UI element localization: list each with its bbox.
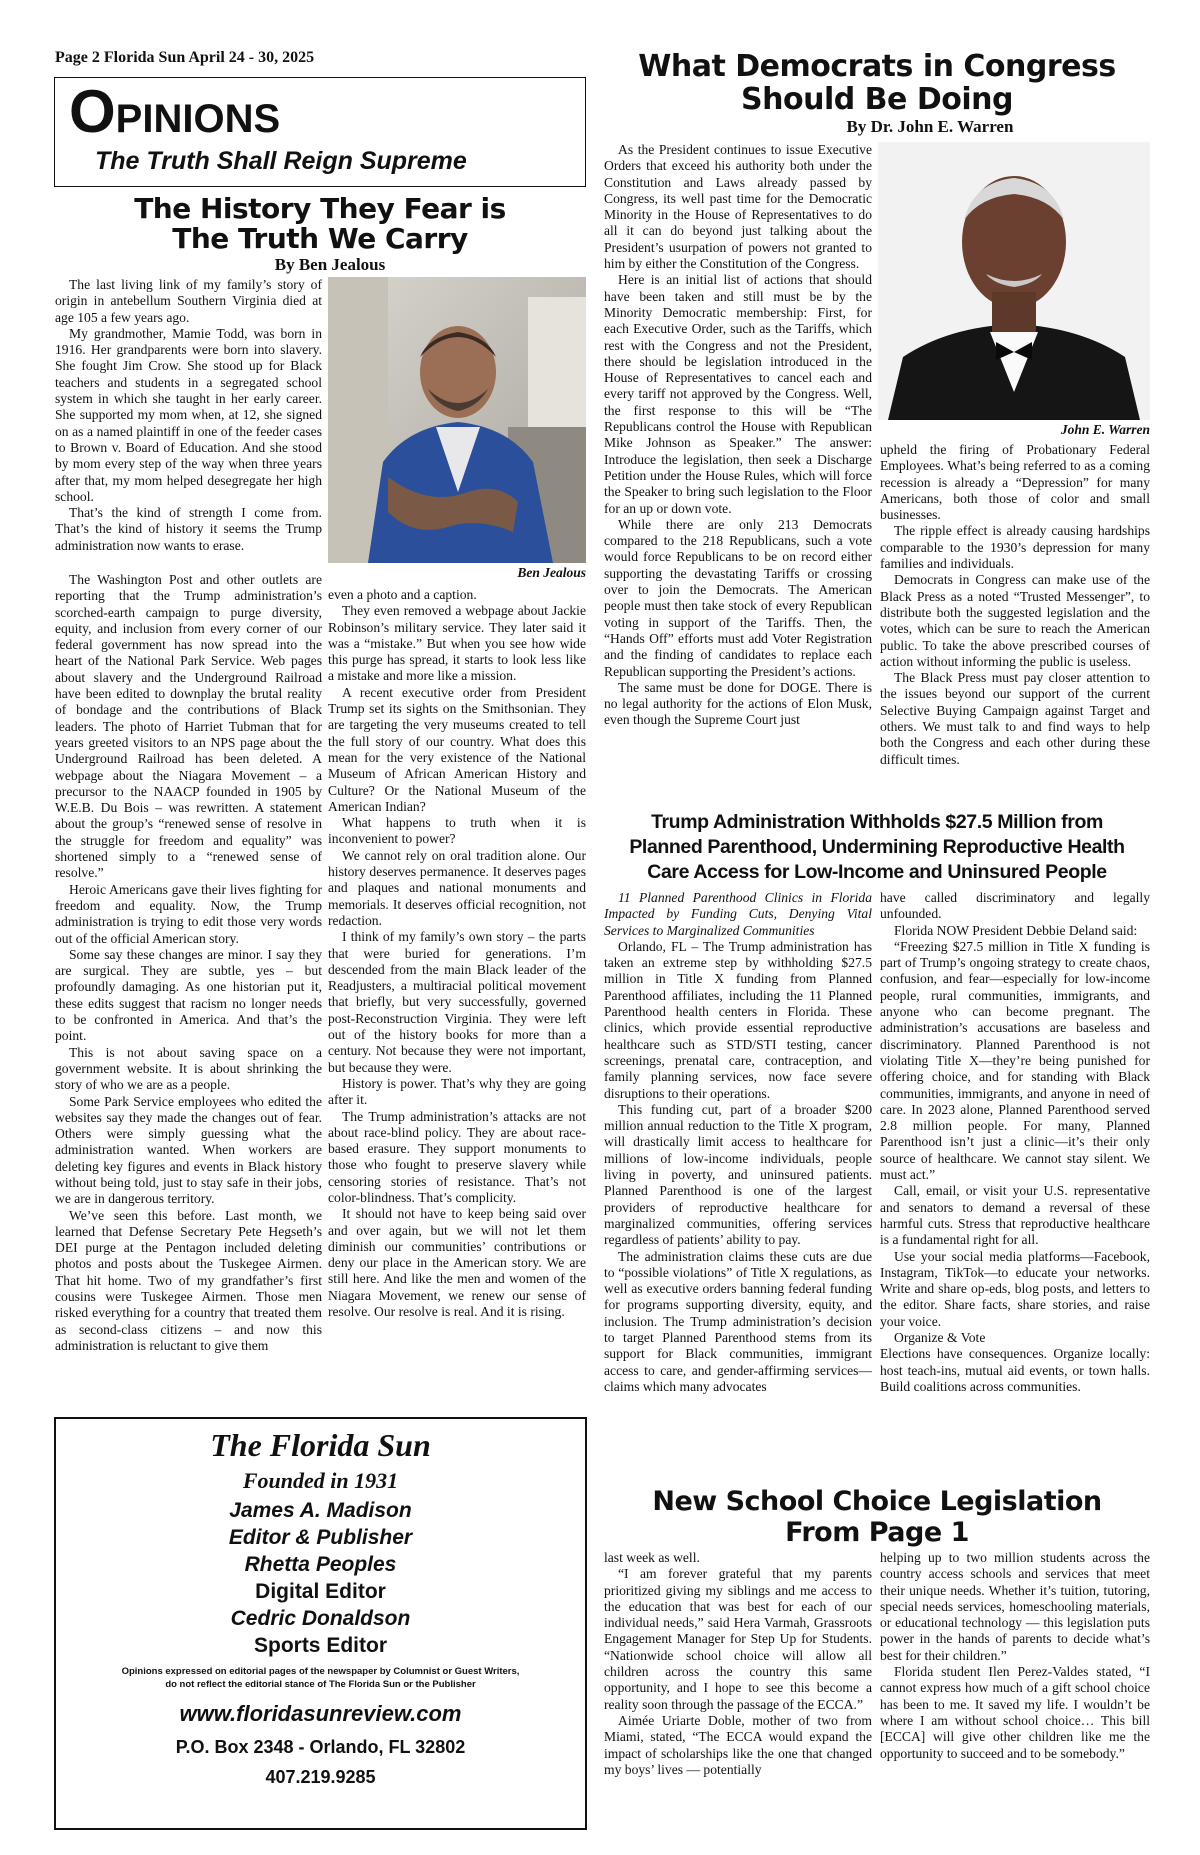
john-warren-photo xyxy=(878,142,1150,420)
masthead-box xyxy=(54,1417,587,1830)
article1-headline-line2: The Truth We Carry xyxy=(172,222,468,255)
article4-paragraph: Aimée Uriarte Doble, mother of two from Miami, stated, “The ECCA would expand the impact of scholarships like the one that changed my boys’ lives — potentially xyxy=(604,1712,872,1777)
article2-paragraph: Democrats in Congress can make use of the Black Press as a noted “Trusted Messenger”, to distribute both the suggested legislation and the votes, which can be sure to reach the American public. To take the above prescribed courses of action without informing the public is useless. xyxy=(880,572,1150,669)
john-warren-portrait-image xyxy=(878,142,1150,420)
article2-headline-line1: What Democrats in Congress xyxy=(638,49,1116,84)
masthead-website-link[interactable]: www.floridasunreview.com xyxy=(179,1701,462,1726)
article3-deck: 11 Planned Parenthood Clinics in Florida Impacted by Funding Cuts, Denying Vital Services to Marginalized Communities xyxy=(604,890,872,938)
article1-paragraph: We cannot rely on oral tradition alone. Our history deserves permanence. It deserves pages and plaques and national monuments and memorials. It deserves official recognition, not redaction. xyxy=(328,847,586,928)
article3-paragraph: Elections have consequences. Organize locally: host teach-ins, mutual aid events, or town halls. Build coalitions across communities. xyxy=(880,1346,1150,1394)
ben-jealous-portrait-image xyxy=(328,277,586,563)
masthead-address: P.O. Box 2348 - Orlando, FL 32802 xyxy=(175,1737,466,1757)
article2-paragraph: upheld the firing of Probationary Federal Employees. What’s being referred to as a coming recession is already a “Depression” for many Americans, both those of color and small businesses. xyxy=(880,442,1150,523)
article2-headline xyxy=(604,50,1150,116)
article1-column1-top xyxy=(55,277,322,572)
article1-headline-line1: The History They Fear is xyxy=(134,192,506,225)
article1-paragraph: My grandmother, Mamie Todd, was born in 1916. Her grandparents were born into slavery. She fought Jim Crow. She stood up for Black teachers and students in a segregated school system in which she taught in her early career. She supported my mom when, at 12, she signed on as a named plaintiff in one of the feeder cases to Brown v. Board of Education. And she stood by mom every step of the way when three years after that, my mom helped desegregate her high school. xyxy=(55,325,322,504)
article1-paragraph: What happens to truth when it is inconvenient to power? xyxy=(328,815,586,847)
article1-paragraph: A recent executive order from President Trump set its sights on the Smithsonian. They are targeting the very museums created to tell the full story of our country. What does this mean for the very existence of the National Museum of African American History and Culture? Or the National Museum of the American Indian? xyxy=(328,684,586,814)
article2-paragraph: The same must be done for DOGE. There is no legal authority for the actions of Elon Musk, even though the Supreme Court just xyxy=(604,679,872,728)
article1-headline xyxy=(55,194,585,254)
ben-jealous-photo xyxy=(328,277,586,563)
article3-column2 xyxy=(880,890,1150,1482)
article1-paragraph: It should not have to keep being said over and over again, but we will not let them diminish our communities’ contributions or deny our place in the American story. We are still here. And like the men and women of the Niagara Movement, we renew our sense of resolve. Our resolve is real. And it is rising. xyxy=(328,1206,586,1320)
masthead-disclaimer-line2: do not reflect the editorial stance of The Florida Sun or the Publisher xyxy=(165,1679,476,1690)
article2-byline: By Dr. John E. Warren xyxy=(846,117,1014,136)
article4-paragraph: helping up to two million students across the country access schools and services that meet their unique needs. Whether it’s tuition, tutoring, special needs services, homeschooling materials, or educational technology — this legislation puts power in the hands of parents to decide what’s best for their children.” xyxy=(880,1550,1150,1663)
article3-paragraph: Call, email, or visit your U.S. representative and senators to demand a reversal of these harmful cuts. Stress that reproductive healthcare is a fundamental right for all. xyxy=(880,1183,1150,1248)
article1-photo-caption: Ben Jealous xyxy=(517,565,586,580)
article1-paragraph: That’s the kind of strength I come from. That’s the kind of history it seems the Trump administration now wants to erase. xyxy=(55,505,322,553)
article2-column1 xyxy=(604,142,872,802)
masthead-sports-editor-name: Cedric Donaldson xyxy=(230,1607,411,1630)
article2-photo-caption: John E. Warren xyxy=(1060,422,1150,437)
article4-paragraph: last week as well. xyxy=(604,1550,700,1565)
article4-headline-line2: From Page 1 xyxy=(785,1517,969,1548)
article2-paragraph: Here is an initial list of actions that should have been taken and still must be by the Minority Democratic membership: First, for each Executive Order, such as the Tariffs, which rest with the Congress and not the President, there should be legislation introduced in the House of Representatives to cancel each and every tariff not approved by the Congress. Well, the first response to this will be “The Republicans control the House with Republican Mike Johnson as Speaker.” The answer: Introduce the legislation, then seek a Discharge Petition under the House Rules, which will force the Speaker to bring such legislation to the Floor for an up or down vote. xyxy=(604,272,872,516)
article3-paragraph: “Freezing $27.5 million in Title X funding is part of Trump’s ongoing strategy to create chaos, confusion, and fear—especially for low-income people, rural communities, immigrants, and anyone who can become pregnant. The administration’s accusations are baseless and discriminatory. Planned Parenthood is not violating Title X—they’re being punished for offering choice, and for standing with Black communities, immigrants, and anyone in need of care. In 2023 alone, Planned Parenthood served 2.8 million people. For many, Planned Parenthood isn’t just a clinic—it’s their only source of healthcare. We cannot stay silent. We must act.” xyxy=(880,938,1150,1183)
article1-paragraph: This is not about saving space on a government website. It is about shrinking the story of who we are as a people. xyxy=(55,1044,322,1093)
article1-paragraph: The Trump administration’s attacks are not about race-blind policy. They are about race-based erasure. They support monuments to those who fought to preserve slavery while censoring stories of resistance. That’s not color-blindness. That’s complicity. xyxy=(328,1108,586,1205)
article3-paragraph: Use your social media platforms—Facebook, Instagram, TikTok—to educate your networks. Write and share op-eds, blog posts, and letters to the editor. Share facts, share stories, and raise your voice. xyxy=(880,1248,1150,1329)
article1-paragraph: We’ve seen this before. Last month, we learned that Defense Secretary Pete Hegseth’s DEI purge at the Pentagon included deleting photos and posts about the Tuskegee Airmen. That hit home. Two of my grandfather’s first cousins were Tuskegee Airmen. Those men risked everything for a country that treated them as second-class citizens – and now this administration is reluctant to give them xyxy=(55,1207,322,1353)
page-folio: Page 2 Florida Sun April 24 - 30, 2025 xyxy=(55,49,315,66)
article1-paragraph: Some Park Service employees who edited the websites say they made the changes out of fear. Others were simply guessing what the administration wanted. When workers are deleting key figures and events in Black history without being told, just to stay safe in their jobs, we are in dangerous territory. xyxy=(55,1093,322,1207)
masthead-editor-role: Editor & Publisher xyxy=(228,1526,413,1549)
article3-paragraph: This funding cut, part of a broader $200 million annual reduction to the Title X program, will drastically limit access to healthcare for millions of low-income individuals, people living in poverty, and uninsured patients. Planned Parenthood is one of the largest providers of reproductive healthcare for marginalized communities, offering services regardless of patients’ ability to pay. xyxy=(604,1101,872,1248)
article2-paragraph: The Black Press must pay closer attention to the issues beyond our support of the current Selective Buying Campaign against Target and others. We must talk to and find ways to help both the Congress and each other during these difficult times. xyxy=(880,670,1150,767)
article2-paragraph: While there are only 213 Democrats compared to the 218 Republicans, such a vote would force Republicans to be on record either supporting the devastating Tariffs or crossing over to join the Democrats. The American people must then take stock of every Republican voting in support of the Tariffs. Then, the “Hands Off” efforts must add Voter Registration and the finding of candidates to replace each Republican supporting the President’s actions. xyxy=(604,516,872,679)
article3-headline xyxy=(604,810,1150,885)
opinions-subtitle: The Truth Shall Reign Supreme xyxy=(95,147,467,175)
opinions-title-rest: PINIONS xyxy=(115,97,281,141)
article1-byline: By Ben Jealous xyxy=(274,255,386,274)
article1-paragraph: I think of my family’s own story – the parts that were buried for generations. I’m descended from the main Black leader of the Readjusters, a multiracial political movement that briefly, but very successfully, governed post-Reconstruction Virginia. They were left out of the history books for more than a century. Not because they were not important, but because they were. xyxy=(328,929,586,1075)
article3-paragraph: have called discriminatory and legally unfounded. xyxy=(880,890,1150,922)
masthead-editor-name: James A. Madison xyxy=(229,1499,412,1522)
article2-paragraph: As the President continues to issue Executive Orders that exceed his authority both under the Constitution and Laws already passed by Congress, its well past time for the Democratic Minority in the House of Representatives to do all it can do beyond just talking about the President’s usurpation of powers not granted to him by either the Constitution of the Congress. xyxy=(604,142,872,272)
opinions-title xyxy=(69,78,281,145)
masthead-disclaimer xyxy=(56,1665,585,1691)
article3-column1 xyxy=(604,890,872,1482)
masthead-newspaper-name: The Florida Sun xyxy=(210,1427,431,1463)
article4-paragraph: Florida student Ilen Perez-Valdes stated, “I cannot express how much of a gift school choice has been to me. It saved my life. I wouldn’t be where I am without school choice… This bill [ECCA] will give other children like me the opportunity to succeed and to be somebody.” xyxy=(880,1664,1150,1761)
article4-headline-line1: New School Choice Legislation xyxy=(652,1486,1102,1517)
masthead-sports-editor-role: Sports Editor xyxy=(253,1634,387,1657)
article4-headline xyxy=(604,1486,1150,1548)
article1-paragraph: Heroic Americans gave their lives fighting for freedom and equality. Now, the Trump administration is trying to edit those very words out of the official American story. xyxy=(55,881,322,946)
article3-paragraph: Florida NOW President Debbie Deland said: xyxy=(894,922,1138,938)
article3-paragraph: Orlando, FL – The Trump administration has taken an extreme step by withholding $27.5 million in Title X funding from Planned Parenthood affiliates, including the 11 Planned Parenthood health centers in Florida. These clinics, which provide essential reproductive healthcare such as STD/STI testing, cancer screenings, prenatal care, contraception, and family planning services, now face severe disruptions to their operations. xyxy=(604,938,872,1101)
article1-column1-bottom xyxy=(55,572,322,1401)
masthead-phone: 407.219.9285 xyxy=(265,1767,376,1787)
article3-headline-line2: Planned Parenthood, Undermining Reproductive Health xyxy=(629,836,1125,858)
article2-column2 xyxy=(880,442,1150,802)
opinions-box xyxy=(54,77,586,187)
article3-headline-line3: Care Access for Low-Income and Uninsured People xyxy=(647,861,1107,883)
masthead-disclaimer-line1: Opinions expressed on editorial pages of the newspaper by Columnist or Guest Writers, xyxy=(121,1666,520,1677)
masthead-digital-editor-role: Digital Editor xyxy=(255,1580,386,1603)
opinions-title-initial: O xyxy=(69,78,116,145)
article3-headline-line1: Trump Administration Withholds $27.5 Million from xyxy=(651,811,1103,833)
article4-paragraph: “I am forever grateful that my parents prioritized giving my siblings and me access to the education that was best for each of our individual needs,” said Hera Varmah, Grassroots Engagement Manager for Step Up for Students. “Nationwide school choice will allow all children across the country this same opportunity, and I hope to see this become a reality soon through the passage of the ECCA.” xyxy=(604,1566,872,1712)
article4-column2 xyxy=(880,1550,1150,1840)
article1-paragraph: The last living link of my family’s story of origin in antebellum Southern Virginia died at age 105 a few years ago. xyxy=(55,277,322,325)
article4-column1 xyxy=(604,1550,872,1840)
article2-headline-line2: Should Be Doing xyxy=(741,82,1013,117)
article3-paragraph: The administration claims these cuts are due to “possible violations” of Title X regulations, as well as executive orders banning federal funding for programs supporting diversity, equity, and inclusion. The Trump administration’s decision to target Planned Parenthood stems from its support for Black communities, immigrant access to care, and gender-affirming services—claims which many advocates xyxy=(604,1248,872,1394)
article1-paragraph: The Washington Post and other outlets are reporting that the Trump administration’s scorched-earth campaign to purge diversity, equity, and inclusion from every corner of our federal government has now spread into the heart of the National Park Service. Web pages about slavery and the Underground Railroad have been edited to downplay the brutal reality of bondage and the contributions of Black leaders. The photo of Harriet Tubman that for years greeted visitors to an NPS page about the Underground Railroad has been deleted. A webpage about the Niagara Movement – a precursor to the NAACP founded in 1905 by W.E.B. Du Bois – was rewritten. A statement about the group’s “renewed sense of resolve in the struggle for freedom and equality” was shortened simply to a “renewed sense of resolve.” xyxy=(55,572,322,881)
article1-paragraph: History is power. That’s why they are going after it. xyxy=(328,1075,586,1108)
article2-paragraph: The ripple effect is already causing hardships comparable to the 1930’s depression for many families and individuals. xyxy=(880,523,1150,572)
article1-paragraph: even a photo and a caption. xyxy=(328,587,477,602)
article3-paragraph: Organize & Vote xyxy=(894,1330,986,1346)
article1-paragraph: Some say these changes are minor. I say they are surgical. They are subtle, yes – but profoundly damaging. As one historian put it, these edits suggest that racism no longer needs to be confronted in America. And that’s the point. xyxy=(55,946,322,1044)
masthead-founded: Founded in 1931 xyxy=(242,1468,399,1493)
masthead-digital-editor-name: Rhetta Peoples xyxy=(244,1553,397,1576)
article1-column2 xyxy=(328,587,586,1401)
article1-paragraph: They even removed a webpage about Jackie Robinson’s military service. They later said it was a “mistake.” But when you see how wide this purge has spread, it starts to look less like a mistake and more like a mission. xyxy=(328,603,586,684)
